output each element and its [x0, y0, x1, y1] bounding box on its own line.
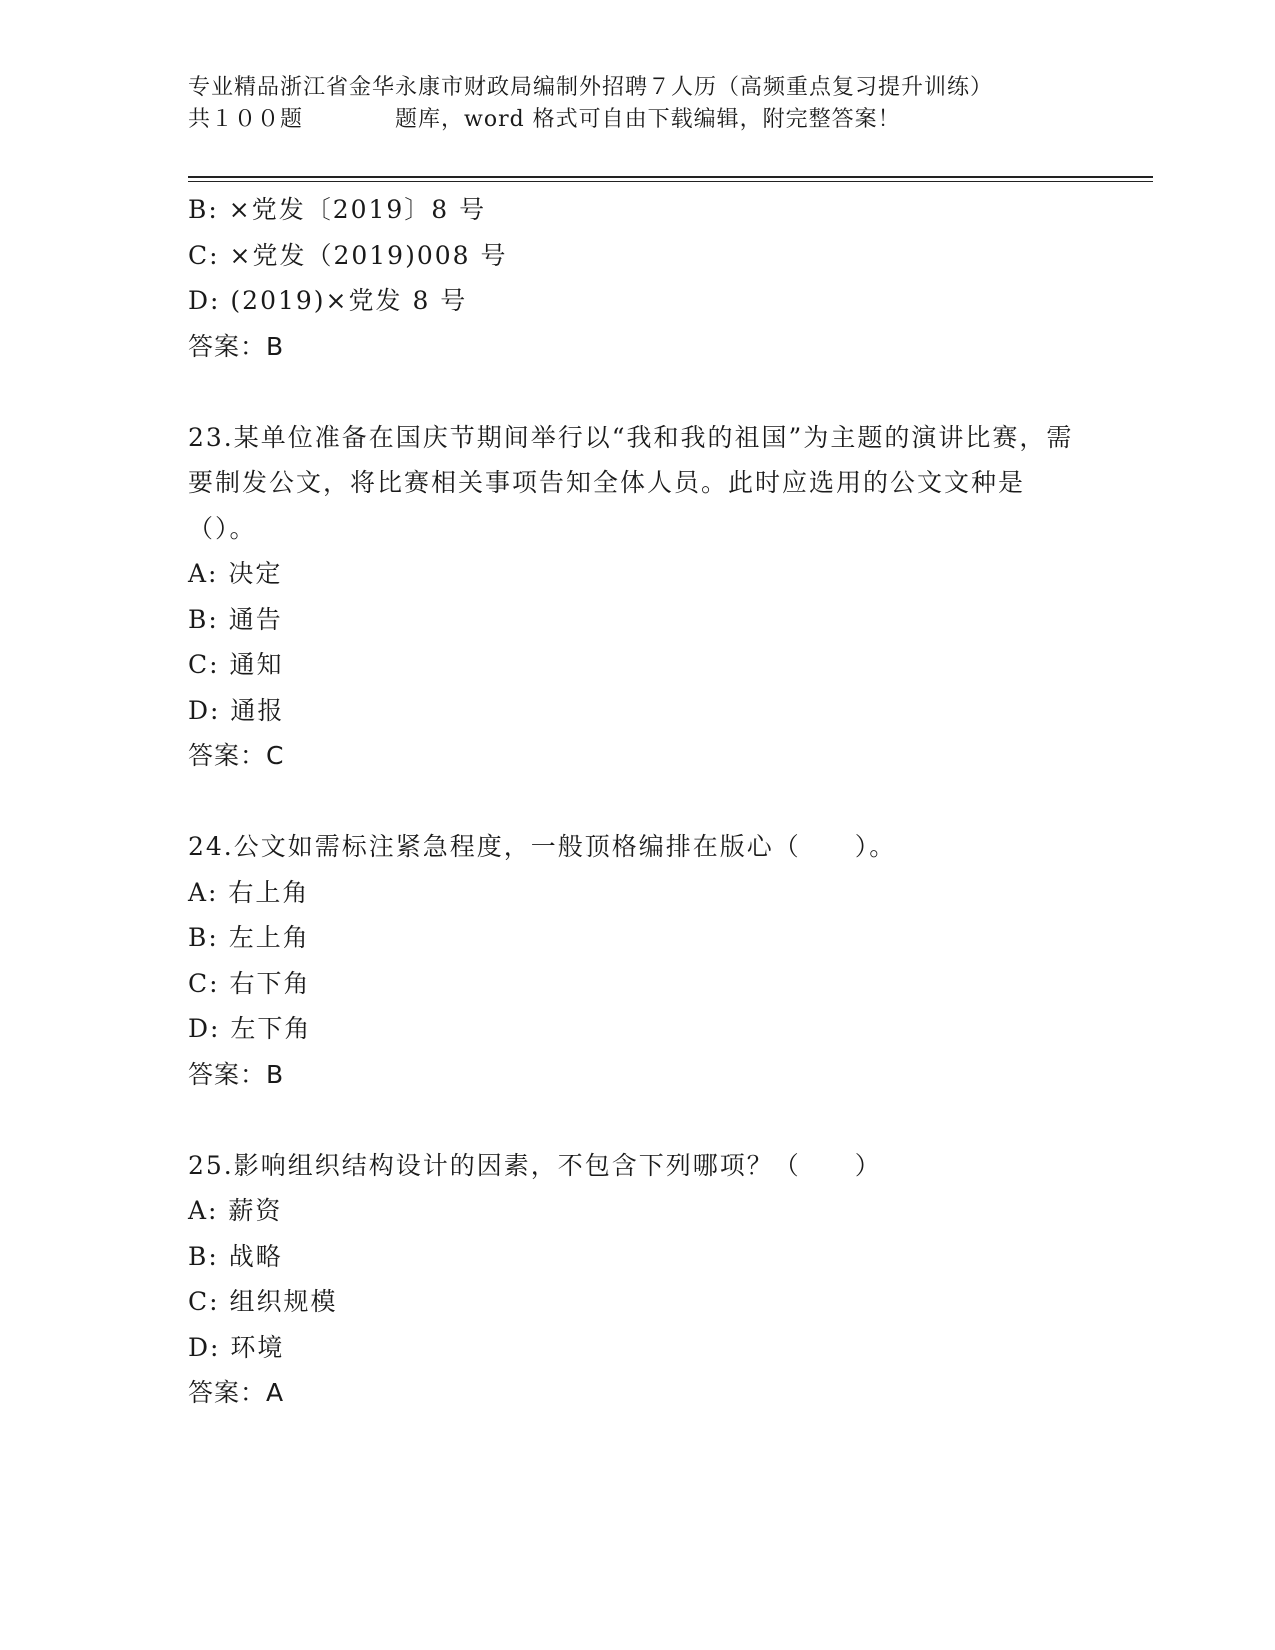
question-23 [188, 415, 1088, 779]
option-c: C: 通知 [188, 650, 284, 679]
option-d: D: 环境 [188, 1332, 285, 1362]
option-d: D: (2019)×党发 8 号 [188, 286, 468, 315]
question-stem: 24.公文如需标注紧急程度，一般顶格编排在版心（ ）。 [188, 832, 897, 861]
option-c: C: 组织规模 [188, 1287, 338, 1316]
option-b: B: 通告 [188, 604, 283, 634]
option-c: C: ×党发（2019)008 号 [188, 240, 508, 270]
question-24 [188, 824, 1088, 1097]
header-subtitle-line: 共１００题 题库，word 格式可自由下载编辑，附完整答案！ [188, 107, 901, 132]
answer-line: 答案：B [188, 1059, 285, 1089]
spacer [188, 369, 1088, 415]
option-b: B: 战略 [188, 1241, 283, 1271]
question-list [188, 187, 1088, 1416]
header-title-line: 专业精品浙江省金华永康市财政局编制外招聘７人历（高频重点复习提升训练） [188, 75, 994, 100]
option-c: C: 右下角 [188, 968, 311, 998]
spacer [188, 1097, 1088, 1143]
option-d: D: 左下角 [188, 1014, 312, 1043]
question-stem: 25.影响组织结构设计的因素，不包含下列哪项？（ ） [188, 1150, 882, 1180]
answer-line: 答案：B [188, 331, 285, 361]
answer-line: 答案：C [188, 741, 285, 770]
spacer [188, 779, 1088, 825]
header-divider [188, 176, 1153, 182]
option-d: D: 通报 [188, 695, 285, 725]
question-22-continued [188, 187, 1088, 369]
document-header [188, 72, 1088, 136]
answer-line: 答案：A [188, 1378, 285, 1407]
option-a: A: 右上角 [188, 877, 310, 907]
question-stem: 23.某单位准备在国庆节期间举行以“我和我的祖国”为主题的演讲比赛，需要制发公文，将比赛相关事项告知全体人员。此时应选用的公文文种是（）。 [188, 422, 1074, 543]
option-a: A: 决定 [188, 559, 283, 588]
option-a: A: 薪资 [188, 1196, 283, 1225]
question-25 [188, 1143, 1088, 1416]
option-b: B: 左上角 [188, 923, 310, 952]
option-b: B: ×党发〔2019〕8 号 [188, 195, 487, 224]
